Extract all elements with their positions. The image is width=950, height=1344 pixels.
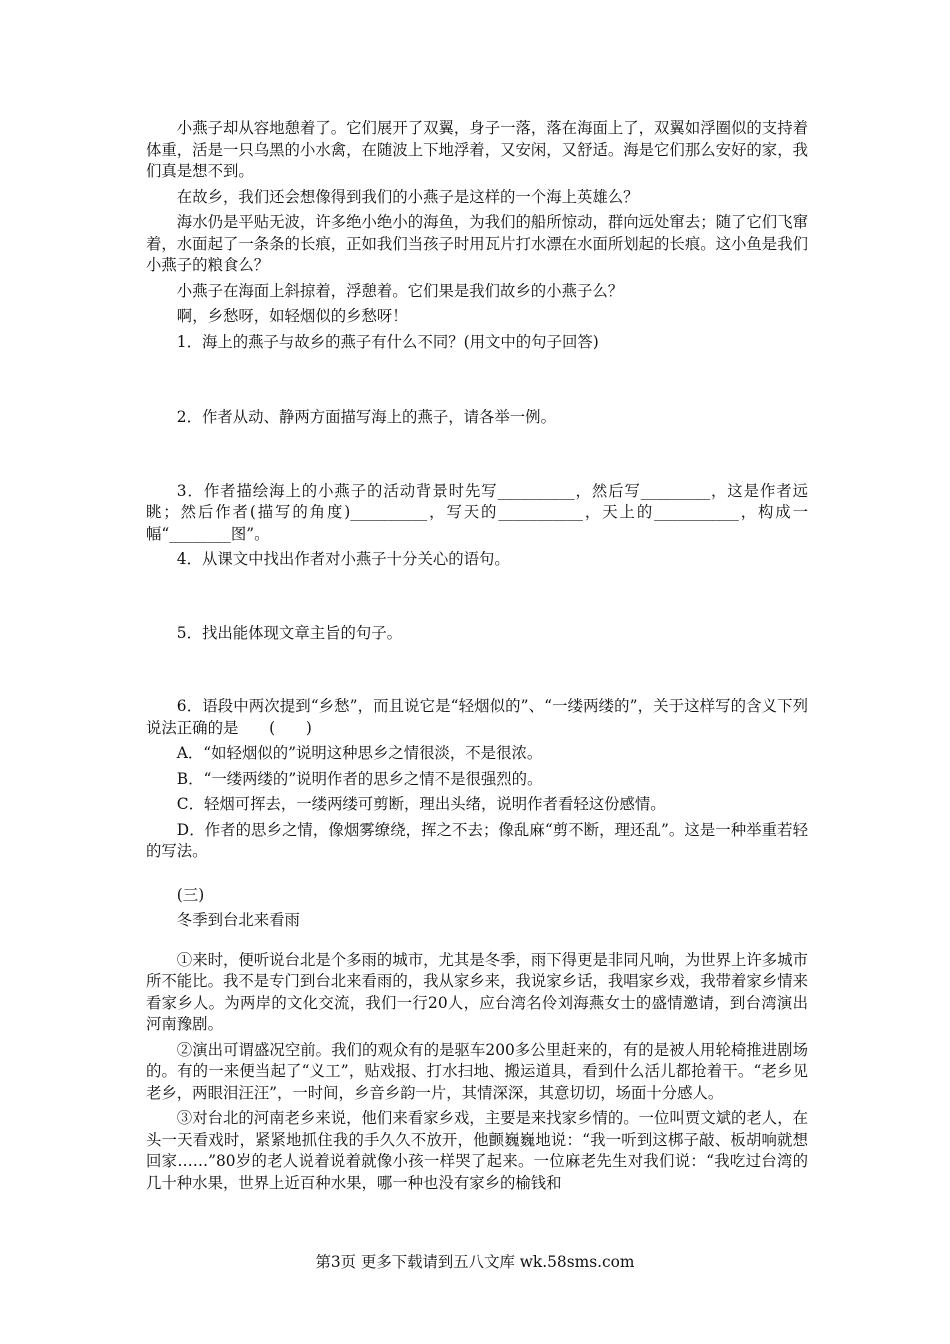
answer-space-2 bbox=[146, 433, 808, 481]
passage-paragraph-4: 小燕子在海面上斜掠着，浮憩着。它们果是我们故乡的小燕子么？ bbox=[176, 281, 624, 300]
question-2: 2．作者从动、静两方面描写海上的燕子，请各举一例。 bbox=[176, 408, 556, 426]
question-6: 6．语段中两次提到“乡愁”，而且说它是“轻烟似的”、“一缕两缕的”，关于这样写的含义下列说法正确的是 ( ) bbox=[146, 697, 808, 737]
question-4: 4．从课文中找出作者对小燕子十分关心的语句。 bbox=[176, 550, 510, 568]
passage-paragraph-3: 海水仍是平贴无波，许多绝小绝小的海鱼，为我们的船所惊动，群向远处窜去；随了它们飞窜着，水面起了一条条的长痕，正如我们当孩子时用瓦片打水漂在水面所划起的长痕。这小鱼是我们小燕子的粮食么？ bbox=[146, 213, 808, 274]
section-paragraph-2: ②演出可谓盛况空前。我们的观众有的是驱车200多公里赶来的，有的是被人用轮椅推进剧场的。有的一来便当起了“义工”，贴戏报、打水扫地、搬运道具，看到什么活儿都抢着干。“老乡见老乡，两眼泪汪汪”，一时间，乡音乡韵一片，其情深深，其意切切，场面十分感人。 bbox=[146, 1040, 808, 1102]
section-gap bbox=[146, 867, 808, 885]
answer-space-1 bbox=[146, 357, 808, 407]
option-b: B．“一缕两缕的”说明作者的思乡之情不是很强烈的。 bbox=[176, 769, 543, 788]
passage-paragraph-2: 在故乡，我们还会想像得到我们的小燕子是这样的一个海上英雄么？ bbox=[176, 187, 639, 206]
question-5: 5．找出能体现文章主旨的句子。 bbox=[176, 623, 403, 642]
title-gap bbox=[146, 936, 808, 950]
section-label: (三) bbox=[176, 885, 205, 904]
passage-paragraph-1: 小燕子却从容地憩着了。它们展开了双翼，身子一落，落在海面上了，双翼如浮圈似的支持着体重，活是一只乌黑的小水禽，在随波上下地浮着，又安闲，又舒适。海是它们那么安好的家，我们真是想不到。 bbox=[146, 119, 808, 180]
page-footer: 第3页 更多下载请到五八文库 wk.58sms.com bbox=[315, 1253, 635, 1271]
passage-paragraph-5: 啊，乡愁呀，如轻烟似的乡愁呀！ bbox=[176, 307, 408, 325]
section-paragraph-3: ③对台北的河南老乡来说，他们来看家乡戏，主要是来找家乡情的。一位叫贾文斌的老人，在头一天看戏时，紧紧地抓住我的手久久不放开，他颤巍巍地说：“我一听到这梆子敲、板胡响就想回家……”80岁的老人说着说着就像小孩一样哭了起来。一位麻老先生对我们说：“我吃过台湾的几十种水果，世界上近百种水果，哪一种也没有家乡的榆钱和 bbox=[146, 1109, 808, 1192]
section-title: 冬季到台北来看雨 bbox=[176, 911, 300, 929]
question-1: 1．海上的燕子与故乡的燕子有什么不同？(用文中的句子回答) bbox=[176, 332, 599, 351]
question-3: 3．作者描绘海上的小燕子的活动背景时先写__________，然后写_________，这是作者远眺；然后作者(描写的角度)__________，写天的___________，天上的___________，构成一幅“________图”。 bbox=[146, 481, 808, 543]
option-a: A．“如轻烟似的”说明这种思乡之情很淡，不是很浓。 bbox=[176, 744, 543, 762]
option-d: D．作者的思乡之情，像烟雾缭绕，挥之不去；像乱麻“剪不断，理还乱”。这是一种举重若轻的写法。 bbox=[146, 820, 808, 860]
section-paragraph-1: ①来时，便听说台北是个多雨的城市，尤其是冬季，雨下得更是非同凡响，为世界上许多城市所不能比。我不是专门到台北来看雨的，我从家乡来，我说家乡话，我唱家乡戏，我带着家乡情来看家乡人。为两岸的文化交流，我们一行20人，应台湾名伶刘海燕女士的盛情邀请，到台湾演出河南豫剧。 bbox=[146, 950, 808, 1033]
option-c: C．轻烟可挥去，一缕两缕可剪断，理出头绪，说明作者看轻这份感情。 bbox=[176, 795, 666, 813]
document-page bbox=[146, 118, 808, 1198]
answer-space-4 bbox=[146, 575, 808, 623]
answer-space-5 bbox=[146, 648, 808, 696]
